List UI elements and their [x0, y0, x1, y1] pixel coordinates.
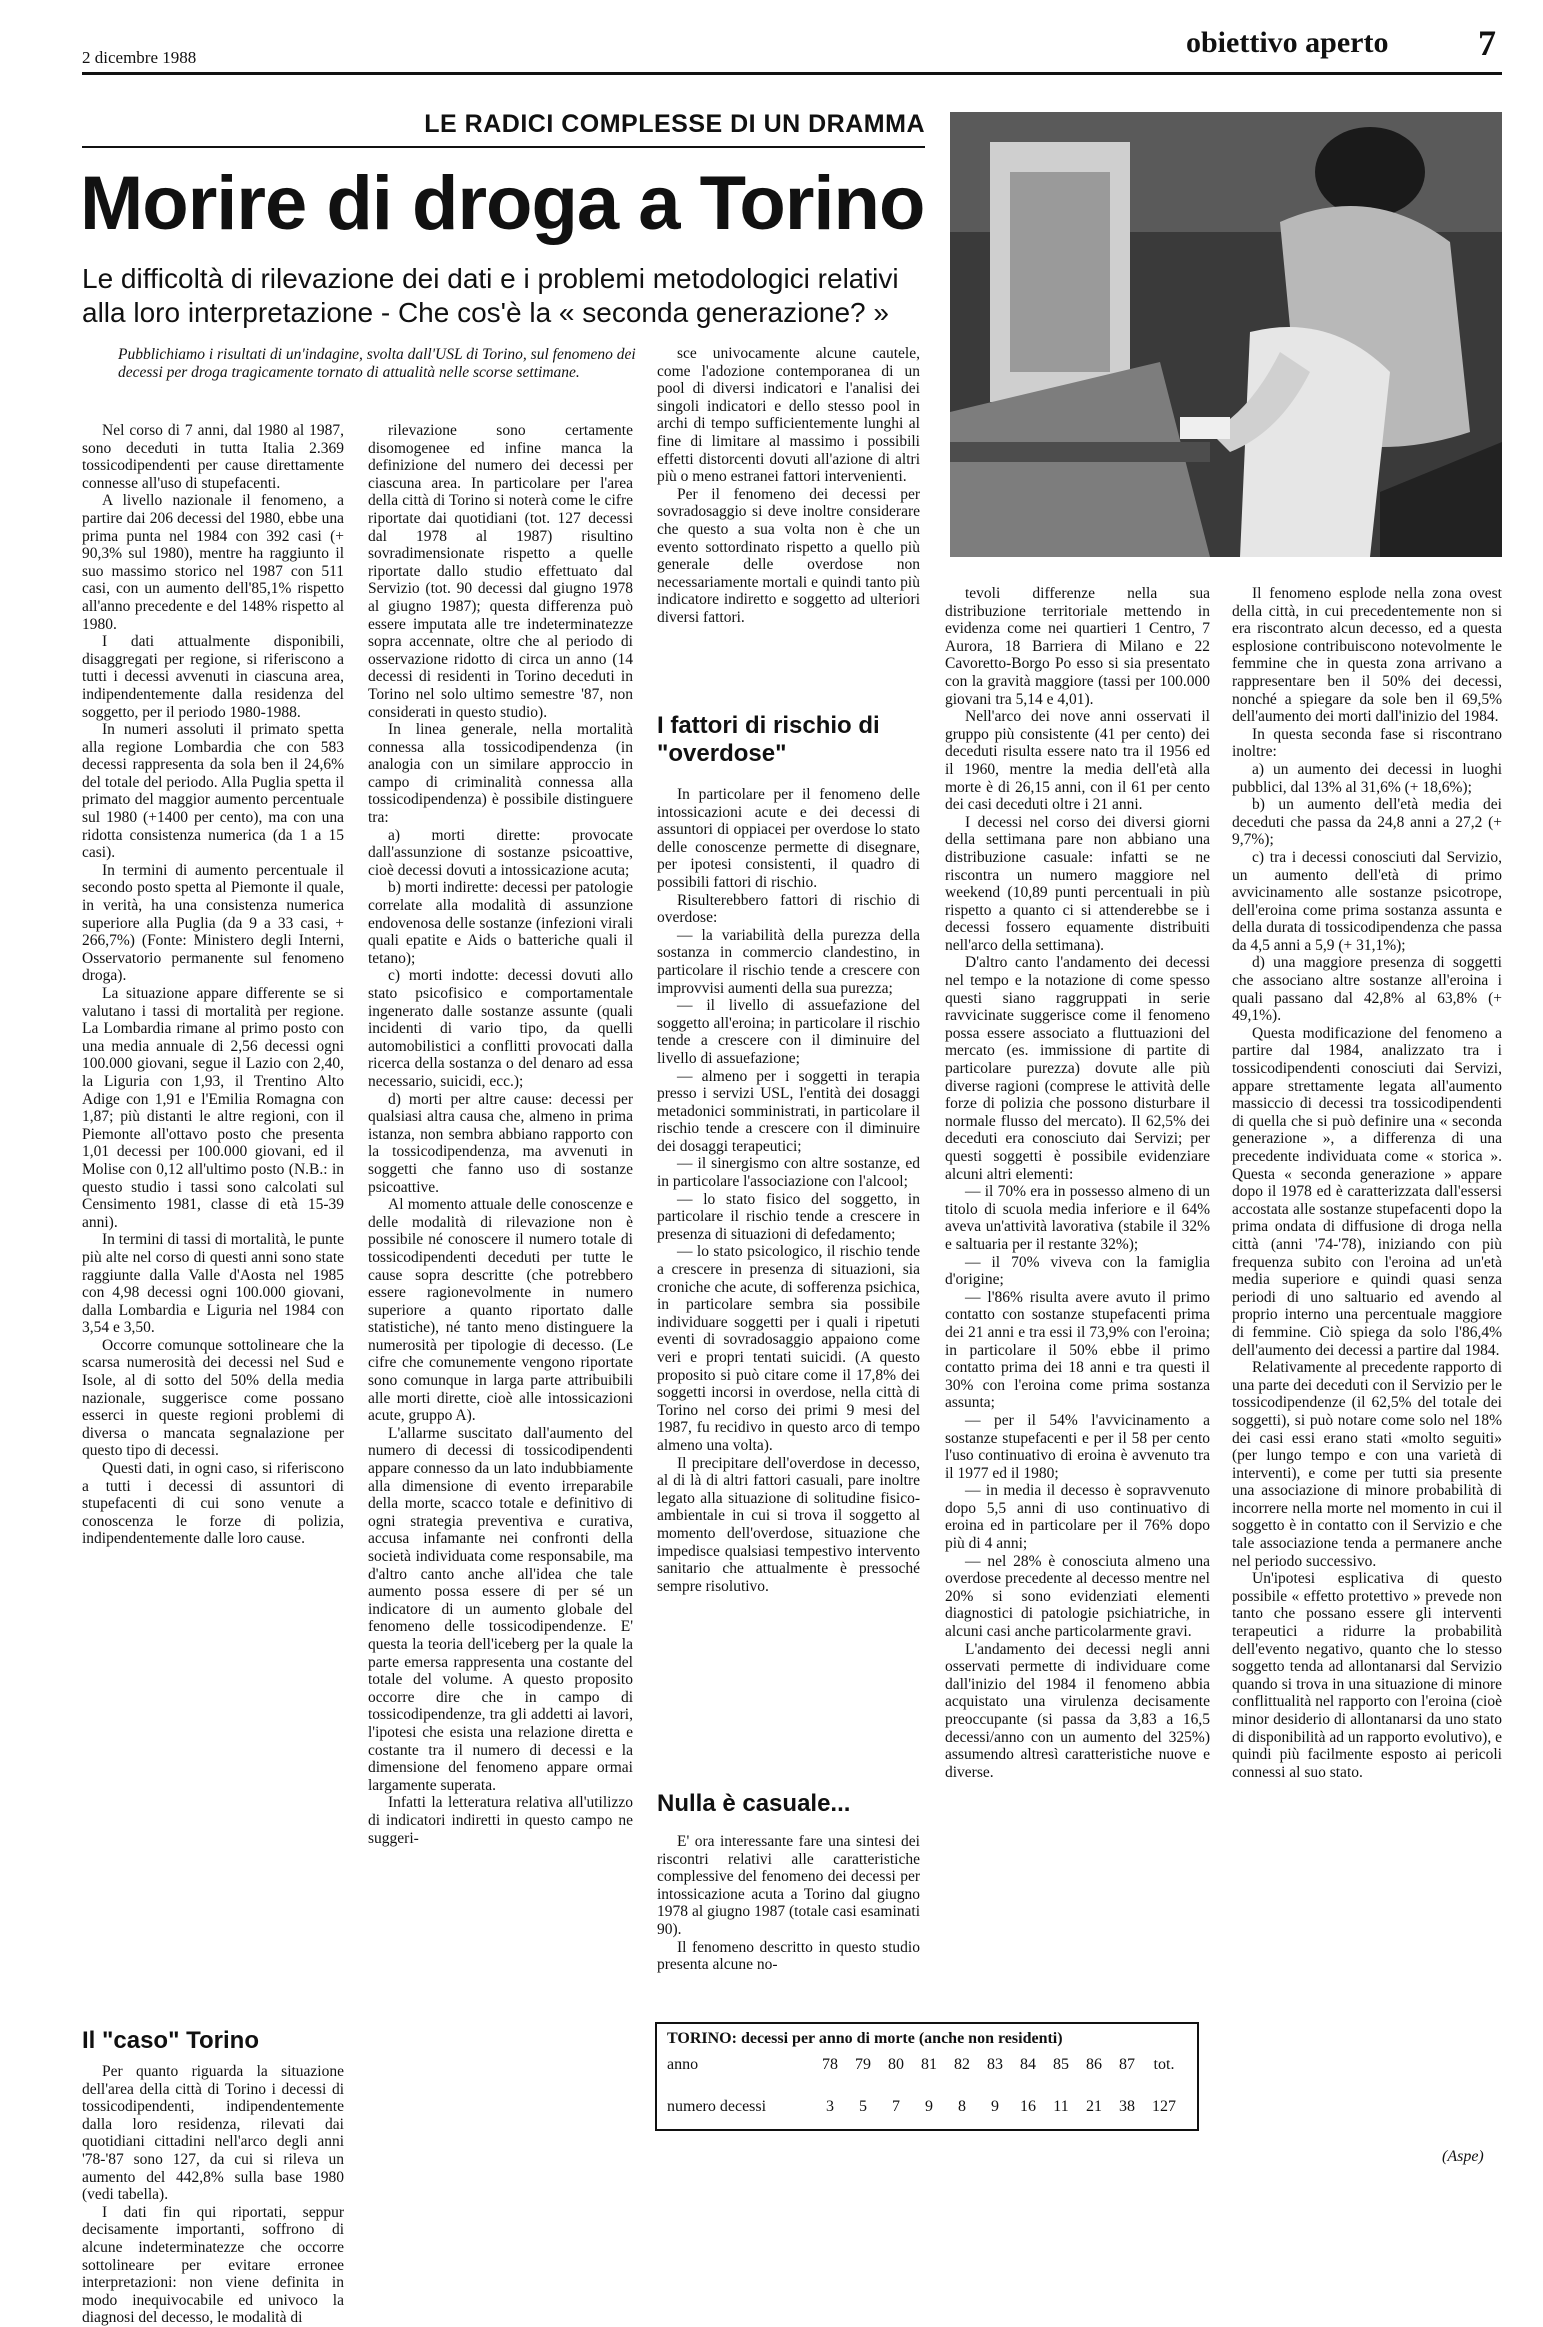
table-cell-count: 127 — [1152, 2098, 1176, 2115]
row-label-numero-decessi: numero decessi — [667, 2098, 767, 2115]
table-cell-year: 83 — [987, 2056, 1003, 2073]
paragraph: Questi dati, in ogni caso, si riferiscono a tutti i decessi di assuntori di stupefacenti di cui sono venute a conoscenza le forze di polizia, indipendentemente dalle loro cause. — [82, 1460, 344, 1548]
paragraph: Nel corso di 7 anni, dal 1980 al 1987, sono deceduti in tutta Italia 2.369 tossicodipendenti per cause direttamente connesse all'uso di stupefacenti. — [82, 422, 344, 492]
article-column-3 — [657, 345, 920, 690]
table-row-counts — [667, 2098, 766, 2116]
headline: Morire di droga a Torino — [80, 161, 925, 246]
paragraph: Un'ipotesi esplicativa di questo possibile « effetto protettivo » prevede non tanto che possano essere gli interventi terapeutici a ridurre la probabilità dell'evento negativo, quanto che lo stesso soggetto tenda ad allontanarsi dal Servizio quando si trova in una situazione di minore conflittualità nel rapporto con l'eroina (cioè minor desiderio di allontanarsi da uno stato di disponibilità ad un rapporto evolutivo), e quindi più facilmente esposto ai pericoli connessi al suo stato. — [1232, 1570, 1502, 1781]
paragraph: In linea generale, nella mortalità connessa alla tossicodipendenza (in analogia con un similare approccio in campo di criminalità connessa alla tossicodipendenza) è possibile distinguere tra: — [368, 721, 633, 827]
article-column-3-continued — [657, 786, 920, 1706]
table-cell-count: 9 — [991, 2098, 999, 2115]
paragraph: In termini di aumento percentuale il secondo posto spetta al Piemonte il quale, in verità, ha una consistenza numerica superiore alla Puglia (da 9 a 33 casi, + 266,7%) (Fonte: Ministero degli Interni, Osservatorio permanente sul fenomeno droga). — [82, 861, 344, 985]
paragraph: In particolare per il fenomeno delle intossicazioni acute e dei decessi di assuntori di oppiacei per overdose lo stato delle conoscenze permette di disegnare, per ipotesi consistenti, il quadro di possibili fattori di rischio. — [657, 786, 920, 891]
paragraph: d) morti per altre cause: decessi per qualsiasi altra causa che, almeno in prima istanza, non sembra abbiano rapporto con la tossicodipendenza, ma avvenuti in soggetti che fanno uso di sostanze psicoattive. — [368, 1090, 633, 1196]
article-column-5 — [1232, 585, 1502, 2115]
intro-paragraph: Pubblichiamo i risultati di un'indagine, svolta dall'USL di Torino, sul fenomeno dei decessi per droga tragicamente tornato di attualità nelle scorse settimane. — [118, 346, 636, 381]
table-cell-year: 86 — [1086, 2056, 1102, 2073]
article-column-3-end — [657, 1833, 920, 1993]
row-label-anno: anno — [667, 2056, 699, 2073]
paragraph: D'altro canto l'andamento dei decessi nel tempo e la notazione di come spesso questi siano raggruppati in serie ravvicinate suggerisce come il fenomeno possa essere associato a fluttuazioni del mercato (es. immissione di partite di particolare purezza) dovute alle più diverse ragioni (comprese le attività delle forze di polizia che possono disturbare il normale flusso del mercato). Il 62,5% dei deceduti era conosciuto dai Servizi; per questi soggetti è possibile evidenziare alcuni altri elementi: — [945, 954, 1210, 1183]
paragraph: — in media il decesso è sopravvenuto dopo 5,5 anni di uso continuativo di eroina ed in particolare per il 76% dopo più di 4 anni; — [945, 1482, 1210, 1553]
article-column-2 — [368, 422, 633, 2072]
paragraph: Risulterebbero fattori di rischio di overdose: — [657, 891, 920, 927]
paragraph: In termini di tassi di mortalità, le punte più alte nel corso di questi anni sono state raggiunte dalla Valle d'Aosta nel 1985 con 4,98 decessi ogni 100.000 giovani, dalla Lombardia e Liguria nel 1984 con 3,54 e 3,50. — [82, 1231, 344, 1337]
table-cell-year: 82 — [954, 2056, 970, 2073]
article-photo — [950, 112, 1502, 557]
paragraph: c) tra i decessi conosciuti dal Servizio, un aumento dell'età di primo avvicinamento alle sostanze psicotrope, dell'eroina come prima sostanza assunta e della durata di tossicodipendenza che passa da 4,5 anni a 5,9 (+ 31,1%); — [1232, 848, 1502, 954]
paragraph: I dati attualmente disponibili, disaggregati per regione, si riferiscono a tutti i decessi avvenuti in ciascuna area, indipendentemente dalla residenza del soggetto, per il periodo 1980-1988. — [82, 633, 344, 721]
subtitle: Le difficoltà di rilevazione dei dati e i problemi metodologici relativi alla loro interpretazione - Che cos'è la « seconda generazione? » — [82, 263, 899, 328]
paragraph: Occorre comunque sottolineare che la scarsa numerosità dei decessi nel Sud e Isole, al di sotto del 50% della media nazionale, suggerisce come possano esserci in queste regioni problemi di diversa o mancata segnalazione per questo tipo di decessi. — [82, 1336, 344, 1460]
paragraph: E' ora interessante fare una sintesi dei riscontri relativi alle caratteristiche complessive del fenomeno dei decessi per intossicazione acuta a Torino dal giugno 1978 al giugno 1987 (totale casi esaminati 90). — [657, 1833, 920, 1938]
paragraph: — lo stato fisico del soggetto, in particolare il rischio tende a crescere in presenza di situazioni di defedamento; — [657, 1190, 920, 1243]
paragraph: — almeno per i soggetti in terapia presso i servizi USL, l'entità dei dosaggi metadonici somministrati, in particolare il rischio tende a crescere con il diminuire dei dosaggi terapeutici; — [657, 1067, 920, 1155]
paragraph: — il 70% era in possesso almeno di un titolo di scuola media inferiore e il 64% aveva un'attività lavorativa (stabile il 32% e saltuaria per il restante 32%); — [945, 1183, 1210, 1253]
table-caption: TORINO: decessi per anno di morte (anche non residenti) — [667, 2030, 1063, 2047]
paragraph: In questa seconda fase si riscontrano inoltre: — [1232, 725, 1502, 761]
author-credit: (Aspe) — [1442, 2148, 1484, 2165]
paragraph: b) un aumento dell'età media dei deceduti che passa da 24,8 anni a 27,2 (+ 9,7%); — [1232, 796, 1502, 849]
article-column-1 — [82, 422, 344, 2017]
paragraph: — il sinergismo con altre sostanze, ed in particolare l'associazione con l'alcool; — [657, 1155, 920, 1191]
paragraph: — il livello di assuefazione del soggetto all'eroina; in particolare il rischio tende a crescere con il diminuire del livello di assuefazione; — [657, 997, 920, 1067]
paragraph: rilevazione sono certamente disomogenee ed infine manca la definizione del numero dei decessi per ciascuna area. In particolare per l'area della città di Torino si noterà come le cifre riportate dai quotidiani (tot. 127 decessi dal 1978 al 1987) risultino sovradimensionate rispetto a quelle riportate dallo studio effettuato dal Servizio (tot. 90 decessi dal giugno 1978 al giugno 1987); questa differenza può essere imputata alle tre indeterminatezze sopra accennate, oltre che al periodo di osservazione ridotto di circa un anno (14 decessi di residenti in Torino deceduti in Torino nel solo ultimo semestre '87, non considerati in questo studio). — [368, 422, 633, 721]
subheading-fattori-rischio: I fattori di rischio di "overdose" — [657, 712, 880, 767]
table-cell-year: 79 — [855, 2056, 871, 2073]
kicker: LE RADICI COMPLESSE DI UN DRAMMA — [424, 110, 925, 138]
paragraph: c) morti indotte: decessi dovuti allo stato psicofisico e comportamentale ingenerato dalle sostanze assunte (quali incidenti di vario tipo, da quelli automobilistici a conflitti provocati dalla ricerca della sostanza o del denaro ad essa necessario, suicidi, ecc.); — [368, 967, 633, 1090]
table-cell-count: 38 — [1119, 2098, 1135, 2115]
header-rule — [82, 72, 1502, 75]
paragraph: Il precipitare dell'overdose in decesso, al di là di altri fattori casuali, pare inoltre legato alla situazione di solitudine fisico-ambientale in cui si trova il soggetto al momento dell'overdose, situazione che impedisce qualsiasi tempestivo intervento sanitario che attualmente è pressoché sempre risolutivo. — [657, 1454, 920, 1595]
paragraph: Per il fenomeno dei decessi per sovradosaggio si deve inoltre considerare che questo a sua volta non è che un evento sottordinato rispetto a quello più generale delle overdose non necessariamente mortali e quindi tanto più indicatore indiretto e soggetto ad ulteriori diversi fattori. — [657, 485, 920, 626]
paragraph: tevoli differenze nella sua distribuzione territoriale mettendo in evidenza come nei quartieri 1 Centro, 7 Aurora, 18 Barriera di Milano e 22 Cavoretto-Borgo Po esso si sia presentato con la gravità maggiore (tassi per 100.000 giovani tra 5,14 e 4,01). — [945, 585, 1210, 708]
paragraph: — per il 54% l'avvicinamento a sostanze stupefacenti e per il 58 per cento l'uso continuativo di eroina è avvenuto tra il 1977 ed il 1980; — [945, 1411, 1210, 1482]
paragraph: L'allarme suscitato dall'aumento del numero di decessi di tossicodipendenti appare connesso da un lato indubbiamente alla dimensione di evento irreparabile della morte, scacco totale e definitivo di ogni strategia preventiva e curativa, accusa infamante nei confronti della società individuata come responsabile, ma d'altro canto anche all'idea che tale aumento possa essere di per sé un indicatore di un aumento globale del fenomeno delle tossicodipendenze. E' questa la teoria dell'iceberg per la quale la parte emersa rappresenta una costante del totale del volume. A questo proposito occorre dire che in campo di tossicodipendenze, tra gli addetti ai lavori, l'ipotesi che esista una relazione diretta e costante tra il numero di decessi e la dimensione del fenomeno appare ormai largamente superata. — [368, 1424, 633, 1794]
page-number: 7 — [1478, 23, 1496, 63]
table-cell-year: 84 — [1020, 2056, 1036, 2073]
kicker-rule — [82, 146, 925, 148]
table-cell-count: 3 — [826, 2098, 834, 2115]
table-cell-count: 16 — [1020, 2098, 1036, 2115]
table-cell-count: 9 — [925, 2098, 933, 2115]
table-cell-count: 21 — [1086, 2098, 1102, 2115]
paragraph: a) morti dirette: provocate dall'assunzione di sostanze psicoattive, cioè decessi dovuti a intossicazione acuta; — [368, 826, 633, 879]
paragraph: I dati fin qui riportati, seppur decisamente importanti, soffrono di alcune indeterminatezze che occorre sottolineare per evitare erronee interpretazioni: non viene definita in modo inequivocabile ed univoco la diagnosi del decesso, le modalità di — [82, 2203, 344, 2327]
article-column-1-continued — [82, 2063, 344, 2327]
section-title: obiettivo aperto — [1186, 26, 1389, 59]
paragraph: A livello nazionale il fenomeno, a partire dai 206 decessi del 1980, ebbe una prima punta nel 1984 con 392 casi (+ 90,3% sul 1980), mentre ha raggiunto il suo massimo storico nel 1987 con 511 casi, con un aumento dell'85,1% rispetto all'anno precedente e del 148% rispetto al 1980. — [82, 492, 344, 633]
subheading-caso-torino: Il "caso" Torino — [82, 2027, 259, 2054]
table-cell-count: 7 — [892, 2098, 900, 2115]
table-cell-count: 11 — [1053, 2098, 1069, 2115]
table-row-years — [667, 2056, 698, 2074]
paragraph: — l'86% risulta avere avuto il primo contatto con sostanze stupefacenti prima dei 21 anni e tra essi il 73,9% con l'eroina; in particolare il 50% ebbe il primo contatto prima dei 18 anni e tra questi il 30% con l'eroina come prima sostanza assunta; — [945, 1288, 1210, 1412]
paragraph: Relativamente al precedente rapporto di una parte dei deceduti con il Servizio per le tossicodipendenze (il 62,5% del totale dei soggetti), si può notare come solo nel 18% dei casi essi erano stati «molto seguiti» (per lungo tempo e con una varietà di interventi), e come per tutti sia presente una associazione di minore probabilità di incorrere nella morte nel momento in cui il soggetto è in contatto con il Servizio e che tale associazione tenda a permanere anche nel periodo successivo. — [1232, 1359, 1502, 1570]
article-column-4 — [945, 585, 1210, 2000]
paragraph: Il fenomeno esplode nella zona ovest della città, in cui precedentemente non si era riscontrato alcun decesso, ed a questa esplosione contribuiscono notevolmente le femmine che in questa zona arrivano a rappresentare ben il 50% dei decessi, nonché a spiegare da sole ben il 69,5% dell'aumento dei morti dall'inizio del 1984. — [1232, 585, 1502, 726]
paragraph: Questa modificazione del fenomeno a partire dal 1984, analizzato tra i tossicodipendenti conosciuti dai Servizi, appare strettamente legata all'aumento massiccio di decessi tra tossicodipendenti di quella che si può definire una « seconda generazione », a differenza di una precedente individuata come « storica ». Questa « seconda generazione » appare dopo il 1978 ed è caratterizzata dall'essersi accostata alle sostanze stupefacenti dopo la prima ondata di diffusione di droga nella città (anni '74-'78), iniziando con più frequenza subito con l'eroina ad un'età media superiore e quindi quasi senza periodi di uno saltuario ed avendo al proprio interno una percentuale maggiore di femmine. Ciò spiega da solo l'86,4% dell'aumento dei decessi a partire dal 1984. — [1232, 1024, 1502, 1359]
table-cell-year: 78 — [822, 2056, 838, 2073]
photo-illustration — [950, 112, 1502, 557]
deaths-by-year-table — [655, 2022, 1199, 2131]
paragraph: I decessi nel corso dei diversi giorni della settimana pare non abbiano una distribuzione casuale: infatti se ne riscontra un numero maggiore nel weekend (10,89 punti percentuali in più rispetto a quanto ci si attenderebbe se i decessi fossero equamente distribuiti nell'arco della settimana). — [945, 813, 1210, 954]
paragraph: d) una maggiore presenza di soggetti che associano altre sostanze all'eroina i quali passano dal 42,8% al 63,8% (+ 49,1%). — [1232, 954, 1502, 1025]
paragraph: Infatti la letteratura relativa all'utilizzo di indicatori indiretti in questo campo ne suggeri- — [368, 1794, 633, 1847]
table-cell-year: 80 — [888, 2056, 904, 2073]
paragraph: In numeri assoluti il primato spetta alla regione Lombardia che con 583 decessi rappresenta da sola ben il 24,6% del totale del periodo. Alla Puglia spetta il primato del maggior aumento percentuale sul 1980 (+1400 per cento), ma con una ridotta consistenza numerica (da 1 a 15 casi). — [82, 721, 344, 862]
paragraph: L'andamento dei decessi negli anni osservati permette di individuare come dall'inizio del 1984 il fenomeno abbia acquistato una virulenza decisamente preoccupante (si passa da 3,83 a 16,5 decessi/anno con un aumento del 325%) assumendo altresì caratteristiche nuove e diverse. — [945, 1640, 1210, 1781]
table-cell-count: 5 — [859, 2098, 867, 2115]
paragraph: — lo stato psicologico, il rischio tende a crescere in presenza di situazioni, sia croniche che acute, di sofferenza psichica, in particolare sembra sia possibile individuare soggetti per i quali i ripetuti eventi di sovradosaggio appaiono come veri e propri tentati suicidi. (A questo proposito si può citare come il 17,8% dei soggetti incorsi in overdose, nella città di Torino nel corso dei primi 9 mesi del 1987, fu recidivo in questo arco di tempo almeno una volta). — [657, 1243, 920, 1454]
table-cell-year: 85 — [1053, 2056, 1069, 2073]
paragraph: b) morti indirette: decessi per patologie correlate alla modalità di assunzione endovenosa delle sostanze (infezioni virali quali epatite e Aids o batteriche quali il tetano); — [368, 879, 633, 967]
table-cell-year: 81 — [921, 2056, 937, 2073]
paragraph: Il fenomeno descritto in questo studio presenta alcune no- — [657, 1938, 920, 1974]
paragraph: Nell'arco dei nove anni osservati il gruppo più consistente (41 per cento) dei deceduti risulta essere nato tra il 1956 ed il 1960, mentre la media dell'età alla morte è di 26,15 anni, con il 61 per cento dei casi deceduti oltre i 21 anni. — [945, 708, 1210, 814]
table-cell-count: 8 — [958, 2098, 966, 2115]
paragraph: Al momento attuale delle conoscenze e delle modalità di rilevazione non è possibile né conoscere il numero totale di tossicodipendenti deceduti per tutte le cause sopra descritte (che potrebbero essere ragionevolmente in numero superiore a quanto riportato dalle statistiche), né tanto meno distinguere la numerosità per tipologie di decesso. (Le cifre che comunemente vengono riportate sono comunque in larga parte attribuibili alle morti dirette, cioè alle intossicazioni acute, gruppo A). — [368, 1196, 633, 1425]
issue-date: 2 dicembre 1988 — [82, 48, 197, 67]
paragraph: — nel 28% è conosciuta almeno una overdose precedente al decesso mentre nel 20% si sono evidenziati elementi diagnostici di patologie psichiatriche, in alcuni casi anche particolarmente gravi. — [945, 1552, 1210, 1641]
paragraph: Per quanto riguarda la situazione dell'area della città di Torino i decessi di tossicodipendenti, indipendentemente dalla loro residenza, rilevati dai quotidiani cittadini nell'arco degli anni '78-'87 sono 127, da cui si rileva un aumento del 442,8% sulla base 1980 (vedi tabella). — [82, 2063, 344, 2204]
table-cell-year: tot. — [1153, 2056, 1175, 2073]
subheading-nulla-casuale: Nulla è casuale... — [657, 1790, 851, 1817]
paragraph: a) un aumento dei decessi in luoghi pubblici, dal 13% al 31,6% (+ 18,6%); — [1232, 760, 1502, 796]
paragraph: La situazione appare differente se si valutano i tassi di mortalità per regione. La Lombardia rimane al primo posto con una media annuale di 2,56 decessi ogni 100.000 giovani, segue il Lazio con 2,40, la Liguria con 1,93, il Trentino Alto Adige con 1,91 e l'Emilia Romagna con 1,87; più distanti le altre regioni, con il Piemonte all'ottavo posto che presenta 1,01 decessi per 100.000 giovani, ed il Molise con 0,12 all'ultimo posto (N.B.: in questo studio i tassi sono calcolati sul Censimento 1981, classe di età 15-39 anni). — [82, 985, 344, 1231]
paragraph: — il 70% viveva con la famiglia d'origine; — [945, 1253, 1210, 1289]
paragraph: sce univocamente alcune cautele, come l'adozione contemporanea di un pool di diversi indicatori e l'analisi dei singoli indicatori e dello stesso pool in archi di tempo sufficientemente lunghi al fine di limitare al massimo i possibili effetti distorcenti dovuti all'azione di altri più o meno estranei fattori intervenienti. — [657, 345, 920, 486]
table-cell-year: 87 — [1119, 2056, 1135, 2073]
paragraph: — la variabilità della purezza della sostanza in commercio clandestino, in particolare il rischio tende a crescere con improvvisi aumenti della sua purezza; — [657, 926, 920, 997]
